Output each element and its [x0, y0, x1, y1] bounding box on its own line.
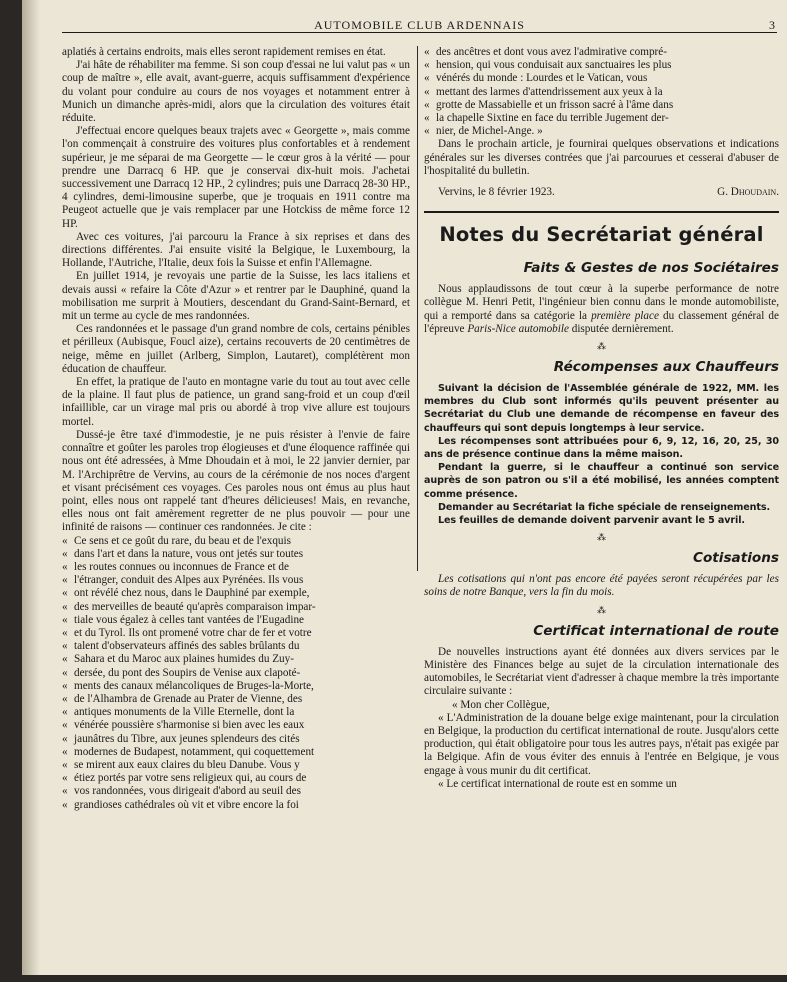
paragraph: Les cotisations qui n'ont pas encore été payées seront récupérées par les soins de notre Banque, vers la fin du mois.	[424, 573, 779, 599]
page-number: 3	[769, 18, 775, 32]
section-separator: ⁂	[597, 341, 606, 352]
paragraph: « Mon cher Collègue,	[452, 698, 550, 711]
quote-line: « grandioses cathédrales où vit et vibre encore la foi	[62, 799, 410, 812]
page-gutter-shadow	[22, 0, 40, 975]
paragraph: Avec ces voitures, j'ai parcouru la France à six reprises et dans des directions différentes. J'ai ensuite visité la Belgique, le Luxembourg, la Hollande, l'Autriche, l'Italie, deux fois la Suisse et enfin l'Allemagne.	[62, 230, 410, 270]
quote-line: « des ancêtres et dont vous avez l'admirative compré-	[424, 46, 779, 59]
paragraph: En juillet 1914, je revoyais une partie de la Suisse, les lacs italiens et devais aussi « refaire la Côte d'Azur » et rentrer par le Dauphiné, quand la mobilisation me surprit à Moutiers, descendant du Grand-Saint-Bernard, et mit un terme au cycle de mes randonnées.	[62, 270, 410, 323]
paragraph: J'effectuai encore quelques beaux trajets avec « Georgette », mais comme l'on commençait à construire des voitures plus confortables et à rendement supérieur, je me séparai de ma Georgette — le cœur gros à la vérité — pour prendre une Darracq 6 HP. que je conservai dix-huit mois. J'achetai successivement une Darracq 12 HP., 2 cylindres; puis une Darracq 28-30 HP., 4 cylindres, demi-limousine superbe, que je troquais en 1911 contre ma Peugeot actuelle que je vais remplacer par une Hotckiss de même force 12 HP.	[62, 125, 410, 230]
signature-line	[424, 186, 779, 199]
quote-line: « Ce sens et ce goût du rare, du beau et de l'exquis	[62, 535, 410, 548]
paragraph: Pendant la guerre, si le chauffeur a continué son service auprès de son patron ou s'il a été mobilisé, les années comptent comme présence.	[424, 462, 779, 500]
quote-line: « mettant des larmes d'attendrissement aux yeux à la	[424, 86, 779, 99]
quote-line: « grotte de Massabielle et un frisson sacré à l'âme dans	[424, 99, 779, 112]
section-separator: ⁂	[597, 532, 606, 543]
quotation-continued	[424, 46, 779, 138]
cotisations-block	[424, 573, 779, 599]
cotisations-heading: Cotisations	[692, 550, 779, 567]
section-heading: Notes du Secrétariat général	[439, 223, 764, 247]
paragraph: Les feuilles de demande doivent parvenir avant le 5 avril.	[438, 515, 745, 527]
quote-line: « nier, de Michel-Ange. »	[424, 125, 779, 138]
paragraph: Demander au Secrétariat la fiche spéciale de renseignements.	[438, 501, 771, 513]
section-rule	[424, 211, 779, 213]
quote-line: « talent d'observateurs affinés des sables brûlants du	[62, 640, 410, 653]
closing-paragraph: Dans le prochain article, je fournirai quelques observations et indications générales sur les diverses contrées que j'ai parcourues et cesserai d'abuser de l'hospitalité du bulletin.	[424, 138, 779, 177]
paragraph: Les récompenses sont attribuées pour 6, 9, 12, 16, 20, 25, 30 ans de présence continue dans la même maison.	[424, 435, 779, 461]
quote-line: « la chapelle Sixtine en face du terrible Jugement der-	[424, 112, 779, 125]
quote-line: « hension, qui vous conduisait aux sanctuaires les plus	[424, 59, 779, 72]
certificat-heading: Certificat international de route	[533, 622, 779, 639]
page-header	[62, 14, 777, 33]
paragraph: Ces randonnées et le passage d'un grand nombre de cols, certains pénibles et périlleux (Aubisque, Foucl aize), certains recouverts de 20 centimètres de neige, même en juillet (Arlberg, Simplon, Lautaret), complétèrent mon éducation de chauffeur.	[62, 323, 410, 375]
document-page	[22, 0, 787, 975]
quote-line: « vos randonnées, vous dirigeait d'abord au seuil des	[62, 785, 410, 798]
quote-line: « dans l'art et dans la nature, vous ont jetés sur toutes	[62, 548, 410, 561]
right-column	[424, 46, 779, 791]
signature-name: G. Dhoudain.	[717, 186, 779, 199]
quote-line: « jaunâtres du Tibre, aux jeunes splendeurs des cités	[62, 733, 410, 746]
paragraph: Suivant la décision de l'Assemblée générale de 1922, MM. les membres du Club sont informés qu'ils peuvent présenter au Secrétariat du Club une demande de récompense en faveur des chauffeurs qui sont depuis longtemps à leur service.	[424, 383, 779, 434]
quote-line: « vénérés du monde : Lourdes et le Vatican, vous	[424, 72, 779, 85]
signature-place-date: Vervins, le 8 février 1923.	[438, 186, 555, 199]
faits-paragraph: Nous applaudissons de tout cœur à la superbe performance de notre collègue M. Henri Petit, l'ingénieur bien connu dans le monde automobiliste, qui a remporté dans sa catégorie la première place du classement général de l'épreuve Paris-Nice automobile disputée dernièrement.	[424, 283, 779, 335]
recompenses-heading: Récompenses aux Chauffeurs	[553, 359, 779, 376]
quote-line: « les routes connues ou inconnues de France et de	[62, 561, 410, 574]
quote-line: « dersée, du pont des Soupirs de Venise aux clapoté-	[62, 667, 410, 680]
faits-heading: Faits & Gestes de nos Sociétaires	[523, 260, 779, 277]
quote-line: « et du Tyrol. Ils ont promené votre char de fer et votre	[62, 627, 410, 640]
paragraph: « L'Administration de la douane belge exige maintenant, pour la circulation en Belgique, la production du certificat international de route. Jusqu'alors cette production, qui était obligatoire pour tous les autres pays, n'était pas exigée par la Belgique. Afin de vous éviter des ennuis à l'entrée en Belgique, je vous engage à vous munir du dit certificat.	[424, 711, 779, 777]
quote-line: « de l'Alhambra de Grenade au Prater de Vienne, des	[62, 693, 410, 706]
paragraph: En effet, la pratique de l'auto en montagne varie du tout au tout avec celle de la plaine. Il faut plus de patience, un grand sang-froid et un coup d'œil infaillible, car un virage mal pris ou abordé à trop vive allure est toujours mortel.	[62, 376, 410, 428]
quote-line: « l'étranger, conduit des Alpes aux Pyrénées. Ils vous	[62, 574, 410, 587]
quote-line: « tiale vous égalez à celles tant vantées de l'Eugadine	[62, 614, 410, 627]
left-column	[62, 46, 410, 812]
quote-line: « antiques monuments de la Ville Eternelle, dont la	[62, 706, 410, 719]
quote-line: « des merveilles de beauté qu'après comparaison impar-	[62, 601, 410, 614]
section-separator: ⁂	[597, 604, 606, 615]
quote-line: « se mirent aux eaux claires du bleu Danube. Vous y	[62, 759, 410, 772]
quotation	[62, 535, 410, 812]
quote-line: « vénérée poussière s'harmonise si bien avec les eaux	[62, 719, 410, 732]
paragraph: « Le certificat international de route est en somme un	[438, 777, 677, 790]
quote-line: « étiez portés par votre sens religieux qui, au cours de	[62, 772, 410, 785]
quote-line: « ont révélé chez nous, dans le Dauphiné par exemple,	[62, 587, 410, 600]
quote-line: « modernes de Budapest, notamment, qui coquettement	[62, 746, 410, 759]
paragraph: De nouvelles instructions ayant été données aux divers services par le Ministère des Finances belge au sujet de la circulation internationale des automobiles, le Secrétariat vient d'adresser à chaque membre la très importante circulaire suivante :	[424, 645, 779, 698]
column-divider	[417, 46, 418, 571]
quote-line: « ments des canaux mélancoliques de Bruges-la-Morte,	[62, 680, 410, 693]
quote-line: « Sahara et du Maroc aux plaines humides du Zuy-	[62, 653, 410, 666]
paragraph: J'ai hâte de réhabiliter ma femme. Si son coup d'essai ne lui valut pas « un coup de maître », elle avait, avant-guerre, acquis suffisamment d'expérience du volant pour conduire au cours de nos voyages et notamment entrer à Munich un dimanche après-midi, alors que la circulation des voitures était réduite.	[62, 59, 410, 125]
recompenses-block	[424, 382, 779, 527]
paragraph: aplatiés à certains endroits, mais elles seront rapidement remises en état.	[62, 46, 386, 58]
paragraph: Dussé-je être taxé d'immodestie, je ne puis résister à l'envie de faire connaître et goûter les paroles trop élogieuses et d'une éloquence raffinée qui nous ont été adressées, à Mme Dhoudain et à moi, le 22 janvier dernier, par M. l'Archiprêtre de Vervins, au cours de la cérémonie de nos noces d'argent et visant précisément ces voyages. Ces paroles nous ont émus au plus haut point, elles nous ont rappelé tant d'heures délicieuses! Mais, en revanche, elles nous ont fait amèrement regretter de ne plus pouvoir — pour une infinité de raisons — continuer ces randonnées. Je cite :	[62, 428, 410, 534]
running-title: AUTOMOBILE CLUB ARDENNAIS	[314, 18, 525, 32]
